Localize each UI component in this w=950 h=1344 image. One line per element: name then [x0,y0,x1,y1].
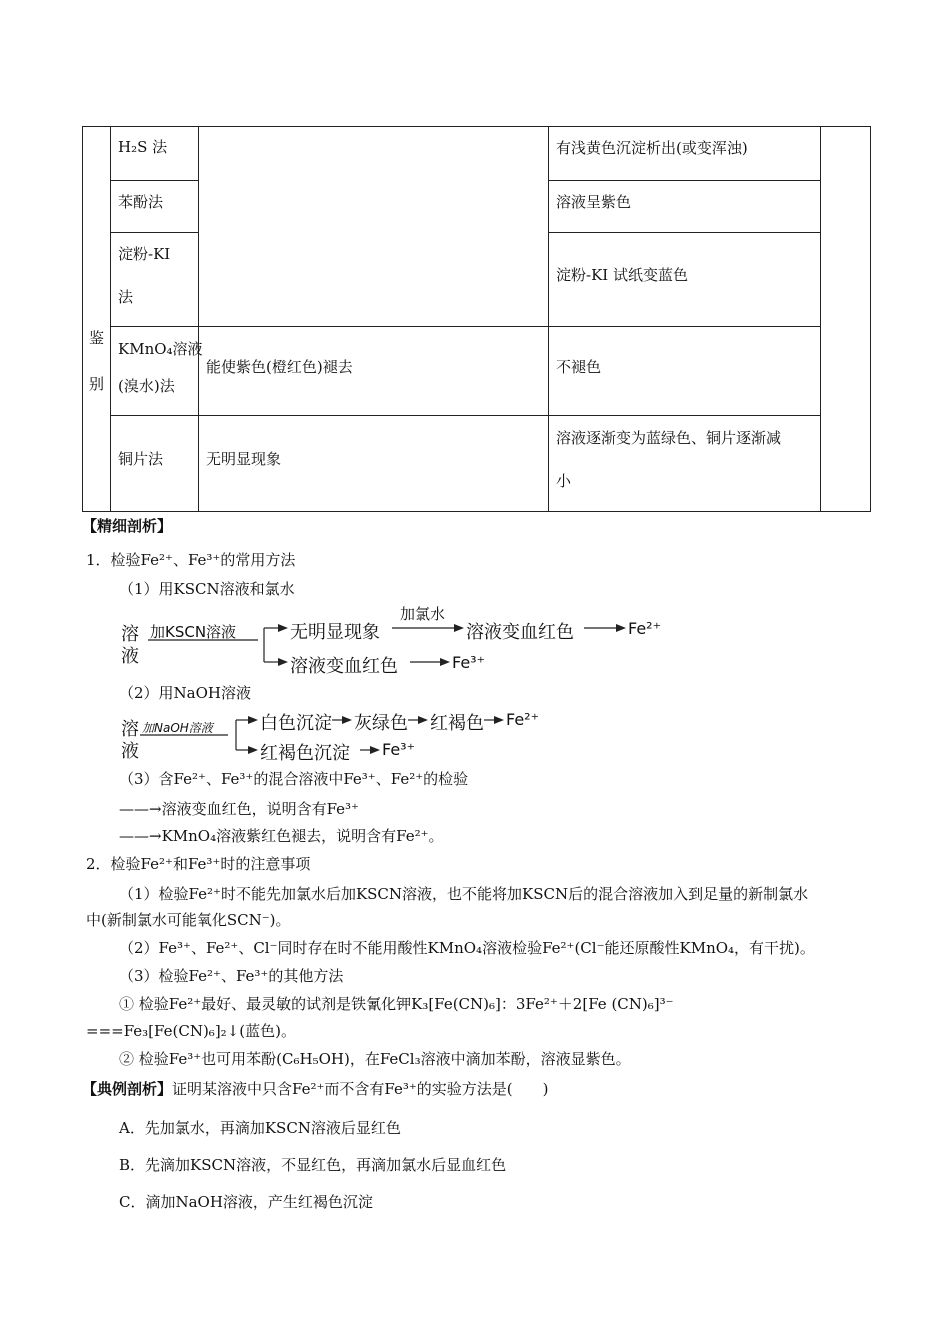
sub3-line2: ——→KMnO₄溶液紫红色褪去，说明含有Fe²⁺。 [119,827,444,845]
sub1-title: （1）用KSCN溶液和氯水 [119,580,295,598]
diagram1-chlorine: 加氯水 [400,605,446,623]
example-heading: 【典例剖析】 [82,1080,173,1098]
fe3-starch-ki: 淀粉-KI 试纸变蓝色 [556,266,688,284]
fe3-phenol: 溶液呈紫色 [556,193,632,211]
diagram2-reagent: 加NaOH溶液 [142,721,213,735]
fe3-h2s: 有浅黄色沉淀析出(或变浑浊) [556,139,748,157]
diagram2-fe3: Fe³⁺ [382,740,416,759]
diagram1-red-2: 溶液变血红色 [290,656,398,677]
note4-line2: ===Fe₃[Fe(CN)₆]₂↓(蓝色)。 [86,1022,296,1040]
item1-title: 1．检验Fe²⁺、Fe³⁺的常用方法 [86,551,296,569]
group-label-2: 别 [89,375,105,393]
diagram2-solution-1: 溶 [121,719,139,740]
method-copper: 铜片法 [118,450,164,468]
diagram2-red-brown: 红褐色 [430,713,484,734]
table-group-cell [82,126,111,512]
diagram2-solution-2: 液 [121,741,139,762]
note5: ② 检验Fe³⁺也可用苯酚(C₆H₅OH)，在FeCl₃溶液中滴加苯酚，溶液显紫色。 [119,1050,631,1068]
option-b: B．先滴加KSCN溶液，不显红色，再滴加氯水后显血红色 [119,1156,507,1174]
fe2-kmno4: 能使紫色(橙红色)褪去 [206,358,353,376]
diagram2-fe2: Fe²⁺ [506,710,540,729]
diagram1-fe2: Fe²⁺ [628,619,662,638]
diagram1-reagent: 加KSCN溶液 [150,623,237,641]
note3: （3）检验Fe²⁺、Fe³⁺的其他方法 [119,967,344,985]
example-question: 证明某溶液中只含Fe²⁺而不含有Fe³⁺的实验方法是( ) [172,1080,549,1098]
method-starch-ki-line2: 法 [118,288,134,306]
option-c: C．滴加NaOH溶液，产生红褐色沉淀 [119,1193,373,1211]
sub3-title: （3）含Fe²⁺、Fe³⁺的混合溶液中Fe³⁺、Fe²⁺的检验 [119,770,469,788]
diagram2-red-brown-ppt: 红褐色沉淀 [260,743,350,764]
diagram1-fe3: Fe³⁺ [452,653,486,672]
table-right-cell [820,126,871,512]
method-kmno4-line2: (溴水)法 [118,377,175,395]
note1-line2: 中(新制氯水可能氧化SCN⁻)。 [86,911,291,929]
example-question-row [82,1078,549,1099]
method-kmno4-line1: KMnO₄溶液 [118,340,203,358]
analysis-heading: 【精细剖析】 [82,517,173,535]
sub3-line1: ——→溶液变血红色，说明含有Fe³⁺ [119,800,359,818]
option-a: A．先加氯水，再滴加KSCN溶液后显红色 [119,1119,401,1137]
diagram2-gray-green: 灰绿色 [354,713,408,734]
sub2-title: （2）用NaOH溶液 [119,684,251,702]
item2-title: 2．检验Fe²⁺和Fe³⁺时的注意事项 [86,855,311,873]
method-phenol: 苯酚法 [118,193,164,211]
diagram2-white-ppt: 白色沉淀 [260,713,332,734]
fe3-kmno4: 不褪色 [556,358,602,376]
diagram1-no-change: 无明显现象 [290,622,380,643]
method-starch-ki-line1: 淀粉-KI [118,245,171,263]
note2: （2）Fe³⁺、Fe²⁺、Cl⁻同时存在时不能用酸性KMnO₄溶液检验Fe²⁺(Cl⁻能还原酸性KMnO₄，有干扰)。 [119,939,815,957]
note4-line1: ① 检验Fe²⁺最好、最灵敏的试剂是铁氰化钾K₃[Fe(CN)₆]：3Fe²⁺＋2[Fe (CN)₆]³⁻ [119,995,674,1013]
fe2-merged-cell [198,126,549,327]
fe3-copper-line1: 溶液逐渐变为蓝绿色、铜片逐渐减 [556,429,782,447]
diagram1-red-1: 溶液变血红色 [466,622,574,643]
group-label-1: 鉴 [89,329,105,347]
fe2-copper: 无明显现象 [206,450,282,468]
method-h2s: H₂S 法 [118,138,168,156]
diagram1-solution-2: 液 [121,646,139,667]
diagram1-solution-1: 溶 [121,624,139,645]
fe3-copper-line2: 小 [556,472,572,490]
note1-line1: （1）检验Fe²⁺时不能先加氯水后加KSCN溶液，也不能将加KSCN后的混合溶液加入到足量的新制氯水 [119,885,809,903]
